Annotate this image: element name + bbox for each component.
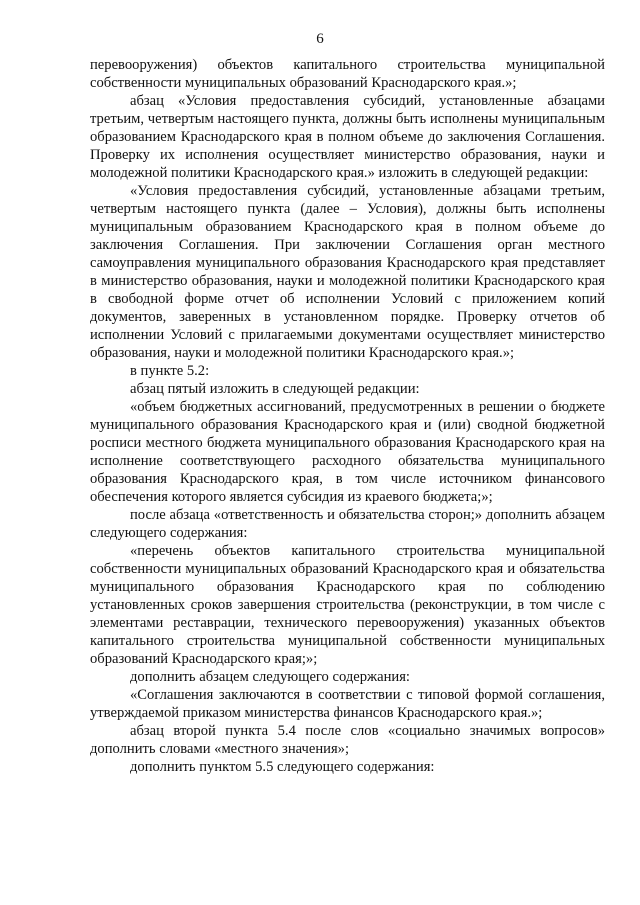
- paragraph: «Условия предоставления субсидий, установленные абзацами третьим, четвертым настоящего пункта (далее – Условия), должны быть исполнены муниципальным образованием Краснодарского края в полном объеме до заключения Соглашения. При заключении Соглашения орган местного самоуправления муниципального образования Краснодарского края представляет в министерство образования, науки и молодежной политики Краснодарского края в свободной форме отчет об исполнении Условий с приложением копий документов, заверенных в установленном порядке. Проверку отчетов об исполнении Условий с прилагаемыми документами осуществляет министерство образования, науки и молодежной политики Краснодарского края.»;: [90, 183, 605, 361]
- paragraph: перевооружения) объектов капитального строительства муниципальной собственности муниципальных образований Краснодарского края.»;: [90, 57, 605, 91]
- paragraph: дополнить пунктом 5.5 следующего содержания:: [130, 759, 435, 775]
- paragraph: абзац пятый изложить в следующей редакции:: [130, 381, 420, 397]
- paragraph: в пункте 5.2:: [130, 363, 210, 379]
- paragraph: «Соглашения заключаются в соответствии с типовой формой соглашения, утверждаемой приказом министерства финансов Краснодарского края.»;: [90, 687, 605, 721]
- paragraph: дополнить абзацем следующего содержания:: [130, 669, 410, 685]
- paragraph: после абзаца «ответственность и обязательства сторон;» дополнить абзацем следующего содержания:: [90, 507, 605, 541]
- paragraph: «объем бюджетных ассигнований, предусмотренных в решении о бюджете муниципального образования Краснодарского края и (или) сводной бюджетной росписи местного бюджета муниципального образования Краснодарского края на исполнение соответствующего расходного обязательства муниципального образования Краснодарского края, в том числе источником финансового обеспечения которого является субсидия из краевого бюджета;»;: [90, 399, 605, 505]
- paragraph: абзац «Условия предоставления субсидий, установленные абзацами третьим, четвертым настоящего пункта, должны быть исполнены муниципальным образованием Краснодарского края в полном объеме до заключения Соглашения. Проверку их исполнения осуществляет министерство образования, науки и молодежной политики Краснодарского края.» изложить в следующей редакции:: [90, 93, 605, 181]
- page-number: 6: [316, 31, 324, 47]
- document-body: [90, 56, 605, 776]
- paragraph: «перечень объектов капитального строительства муниципальной собственности муниципальных образований Краснодарского края и обязательства муниципального образования Краснодарского края по соблюдению установленных сроков завершения строительства (реконструкции, в том числе с элементами реставрации, технического перевооружения) указанных объектов капитального строительства муниципальной собственности муниципальных образований Краснодарского края;»;: [90, 543, 605, 667]
- paragraph: абзац второй пункта 5.4 после слов «социально значимых вопросов» дополнить словами «местного значения»;: [90, 723, 605, 757]
